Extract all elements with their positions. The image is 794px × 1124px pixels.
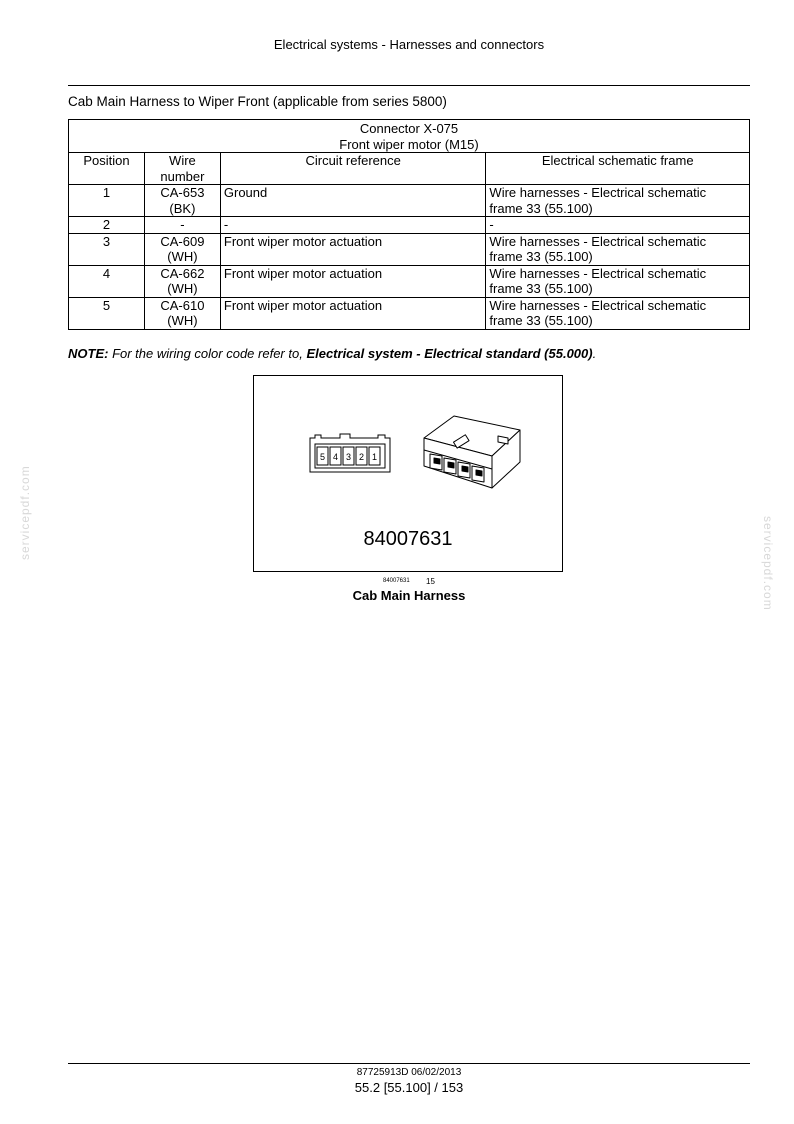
wire-number-cell: CA-610 (WH) <box>144 297 220 329</box>
pin-label: 5 <box>319 452 326 462</box>
section-title: Cab Main Harness to Wiper Front (applicable from series 5800) <box>68 94 447 109</box>
footer-page-number: 55.2 [55.100] / 153 <box>354 1080 464 1095</box>
wiring-color-note <box>68 346 596 361</box>
table-row <box>69 185 750 217</box>
figure-number: 15 <box>426 577 435 586</box>
table-row <box>69 297 750 329</box>
column-header-position: Position <box>69 153 145 185</box>
watermark: servicepdf.com <box>761 516 775 611</box>
pin-label: 4 <box>332 452 339 462</box>
schematic-frame-link[interactable]: Wire harnesses - Electrical schematic frame 33 (55.100) <box>486 185 750 217</box>
connector-figure <box>253 375 563 572</box>
note-label: NOTE: <box>68 346 109 361</box>
table-row <box>69 265 750 297</box>
wire-number-cell: - <box>144 217 220 234</box>
position-cell: 4 <box>69 265 145 297</box>
column-header-circuit-reference: Circuit reference <box>220 153 486 185</box>
footer-rule <box>68 1063 750 1064</box>
figure-part-number: 84007631 <box>363 528 453 550</box>
position-cell: 5 <box>69 297 145 329</box>
wire-number-cell: CA-662 (WH) <box>144 265 220 297</box>
circuit-cell: Front wiper motor actuation <box>220 265 486 297</box>
circuit-cell: Front wiper motor actuation <box>220 297 486 329</box>
figure-caption: Cab Main Harness <box>352 588 466 603</box>
circuit-cell: - <box>220 217 486 234</box>
connector-table <box>68 119 750 330</box>
footer-document-code: 87725913D 06/02/2013 <box>356 1067 462 1078</box>
note-text: For the wiring color code refer to, <box>108 346 307 361</box>
table-row <box>69 217 750 234</box>
pin-label: 3 <box>345 452 352 462</box>
position-cell: 1 <box>69 185 145 217</box>
wire-number-cell: CA-653 (BK) <box>144 185 220 217</box>
schematic-frame-link[interactable]: Wire harnesses - Electrical schematic frame 33 (55.100) <box>486 233 750 265</box>
pin-label: 1 <box>371 452 378 462</box>
position-cell: 2 <box>69 217 145 234</box>
figure-small-id: 84007631 <box>383 578 410 584</box>
position-cell: 3 <box>69 233 145 265</box>
note-end: . <box>592 346 597 361</box>
header-rule <box>68 85 750 86</box>
page-header-title: Electrical systems - Harnesses and connectors <box>273 37 545 52</box>
column-header-schematic-frame: Electrical schematic frame <box>486 153 750 185</box>
column-header-wire-number: Wire number <box>144 153 220 185</box>
connector-heading <box>69 120 750 153</box>
wire-number-cell: CA-609 (WH) <box>144 233 220 265</box>
note-reference-link[interactable]: Electrical system - Electrical standard (55.000) <box>306 346 593 361</box>
table-row <box>69 233 750 265</box>
schematic-frame-cell: - <box>486 217 750 234</box>
watermark: servicepdf.com <box>18 465 32 560</box>
connector-component: Front wiper motor (M15) <box>339 136 479 152</box>
pin-label: 2 <box>358 452 365 462</box>
connector-id: Connector X-075 <box>359 121 459 136</box>
circuit-cell: Ground <box>220 185 486 217</box>
circuit-cell: Front wiper motor actuation <box>220 233 486 265</box>
connector-housing-icon <box>424 416 520 488</box>
schematic-frame-link[interactable]: Wire harnesses - Electrical schematic frame 33 (55.100) <box>486 297 750 329</box>
schematic-frame-link[interactable]: Wire harnesses - Electrical schematic frame 33 (55.100) <box>486 265 750 297</box>
